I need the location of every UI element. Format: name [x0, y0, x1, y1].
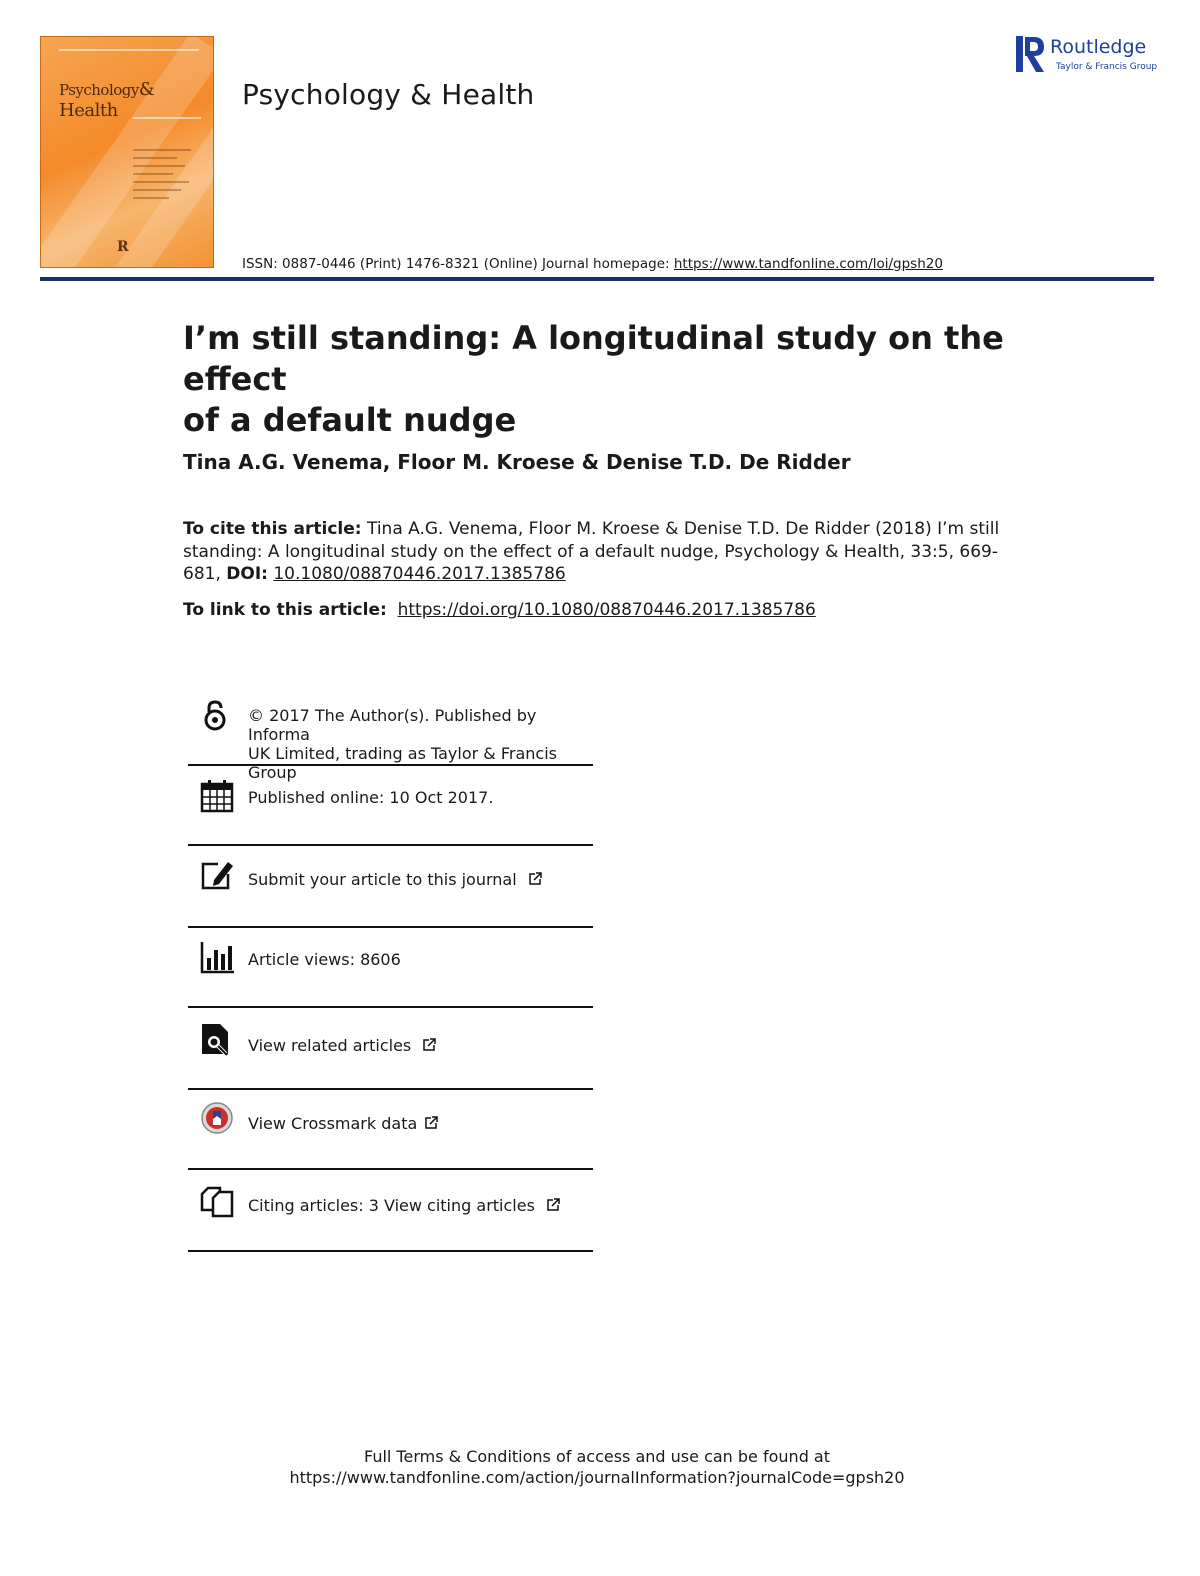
related-row[interactable]	[188, 1008, 593, 1090]
cover-title: Psychology& Health	[59, 79, 155, 121]
external-link-icon	[528, 872, 542, 886]
citing-articles-icon	[200, 1184, 234, 1218]
citing-row[interactable]	[188, 1170, 593, 1252]
publisher-name: Routledge	[1050, 36, 1147, 58]
article-doi-url-link[interactable]: https://doi.org/10.1080/08870446.2017.1385786	[397, 600, 816, 620]
issn-line: ISSN: 0887-0446 (Print) 1476-8321 (Online) Journal homepage: https://www.tandfonline.com/loi/gpsh20	[242, 256, 943, 272]
link-label: To link to this article:	[183, 600, 387, 620]
footer-terms: Full Terms & Conditions of access and use can be found at https://www.tandfonline.com/action/journalInformation?journalCode=gpsh20	[0, 1446, 1194, 1488]
article-views: Article views: 8606	[248, 950, 401, 969]
search-document-icon	[200, 1022, 234, 1056]
header-divider	[40, 277, 1154, 281]
external-link-icon	[546, 1198, 560, 1212]
journal-cover-image	[40, 36, 214, 268]
edit-icon	[200, 858, 234, 892]
doi-link[interactable]: 10.1080/08870446.2017.1385786	[273, 564, 566, 584]
article-authors: Tina A.G. Venema, Floor M. Kroese & Denise T.D. De Ridder	[183, 450, 851, 474]
external-link-icon	[422, 1038, 436, 1052]
journal-name: Psychology & Health	[242, 78, 535, 111]
bar-chart-icon	[200, 940, 234, 974]
views-row	[188, 928, 593, 1008]
cover-publisher-logo: R	[117, 239, 129, 255]
crossmark-link[interactable]: View Crossmark data	[248, 1114, 418, 1133]
routledge-logo-icon	[1016, 34, 1046, 74]
article-title: I’m still standing: A longitudinal study on the effect of a default nudge	[183, 319, 1004, 439]
citing-articles-link[interactable]: Citing articles: 3 View citing articles	[248, 1196, 535, 1215]
citation-block: To cite this article: Tina A.G. Venema, Floor M. Kroese & Denise T.D. De Ridder (2018) I’m still standing: A longitudinal study on the effect of a default nudge, Psychology & Health, 33:5, 669-681, DOI: 10.1080/08870446.2017.1385786	[183, 519, 1000, 584]
published-row	[188, 766, 593, 846]
footer-terms-link[interactable]: https://www.tandfonline.com/action/journalInformation?journalCode=gpsh20	[289, 1468, 905, 1487]
citation-label: To cite this article:	[183, 519, 362, 539]
license-row: © 2017 The Author(s). Published by Informa UK Limited, trading as Taylor & Francis Group	[188, 696, 593, 766]
article-info-list	[188, 696, 593, 1252]
crossmark-row[interactable]	[188, 1090, 593, 1170]
journal-homepage-link[interactable]: https://www.tandfonline.com/loi/gpsh20	[673, 256, 943, 272]
publisher-subtitle: Taylor & Francis Group	[1056, 62, 1158, 72]
external-link-icon	[424, 1116, 438, 1130]
related-articles-link[interactable]: View related articles	[248, 1036, 412, 1055]
calendar-icon	[200, 779, 234, 813]
submit-row[interactable]	[188, 846, 593, 928]
submit-article-link[interactable]: Submit your article to this journal	[248, 870, 517, 889]
published-date: Published online: 10 Oct 2017.	[248, 788, 494, 807]
open-access-icon	[200, 698, 234, 732]
article-link-block	[183, 600, 816, 620]
crossmark-icon	[200, 1102, 234, 1136]
